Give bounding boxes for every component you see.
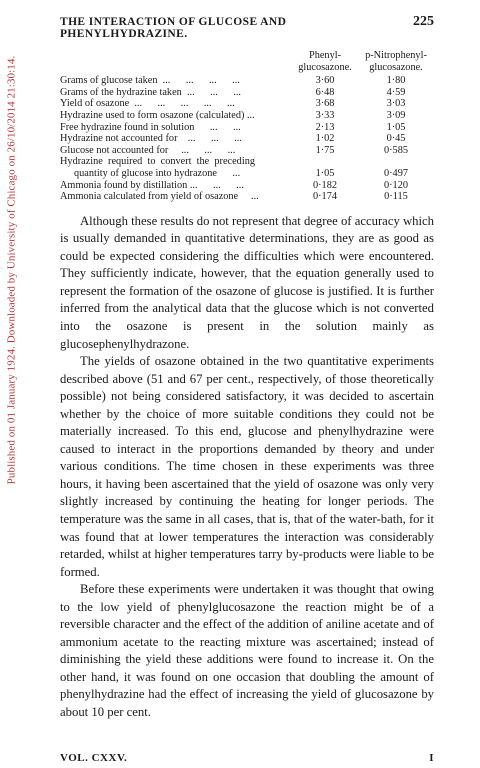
paragraph: Before these experiments were undertaken it was thought that owing to the low yield of phenylglucosazone the reaction might be of a reversible character and the effect of the addition of aniline acetate and of ammonium acetate to the reacting mixture was ascertained; instead of diminishing the yield these additions were found to increase it. On the other hand, it was found on one occasion that doubling the amount of phenylhydrazine had the effect of increasing the yield of glucosazone by about 10 per cent.: [60, 582, 434, 720]
nitrophenylglucosazone-value: 0·115: [384, 191, 408, 203]
phenylglucosazone-value: 3·33: [315, 109, 335, 121]
running-head: [60, 14, 434, 40]
nitrophenylglucosazone-value: 1·80: [386, 75, 406, 87]
phenylglucosazone-value: 1·75: [315, 144, 335, 156]
column-header-line: glucosazone.: [369, 61, 423, 73]
table-row: [60, 145, 434, 157]
table-row: [60, 156, 434, 168]
table-row: [60, 133, 434, 145]
column-header-line: Phenyl-: [308, 50, 342, 61]
table-row: [60, 168, 434, 180]
table-row: [60, 122, 434, 134]
nitrophenylglucosazone-value: 3·09: [386, 109, 406, 121]
row-label: Hydrazine used to form osazone (calculated) ...: [60, 109, 255, 121]
running-title: THE INTERACTION OF GLUCOSE AND PHENYLHYDRAZINE.: [60, 16, 287, 40]
row-label: Ammonia calculated from yield of osazone ...: [60, 191, 259, 203]
column-header-line: glucosazone.: [298, 61, 352, 73]
table-row: [60, 191, 434, 203]
phenylglucosazone-value: 3·68: [315, 98, 335, 110]
phenylglucosazone-value: 1·05: [315, 167, 335, 179]
row-label: Hydrazine required to convert the preceding: [60, 156, 255, 168]
phenylglucosazone-value: 0·182: [312, 179, 338, 191]
table-header-spacer: [60, 50, 292, 73]
nitrophenylglucosazone-value: 0·120: [383, 179, 409, 191]
row-label: Grams of glucose taken ... ... ... ...: [60, 75, 240, 87]
column-header-nitrophenylglucosazone: [358, 50, 434, 73]
table-row: [60, 98, 434, 110]
table-row: [60, 75, 434, 87]
body-text: [60, 213, 434, 722]
column-header-phenylglucosazone: [292, 50, 358, 73]
row-label: Glucose not accounted for ... ... ...: [60, 144, 236, 156]
row-label: Ammonia found by distillation ... ... ...: [60, 179, 244, 191]
nitrophenylglucosazone-value: 0·497: [383, 167, 409, 179]
phenylglucosazone-value: 3·60: [315, 75, 335, 87]
paragraph: The yields of osazone obtained in the two quantitative experiments described above (51 and 67 per cent., respectively, of those theoretically possible) not being considered satisfactory, it was decided to ascertain whether by the choice of more suitable conditions they could not be materially increased. To this end, glucose and phenylhydrazine were caused to interact in the proportions demanded by theory and under various conditions. The time chosen in these experiments was three hours, it having been ascertained that the yield of osazone was only very slightly increased by continuing the heating for longer periods. The temperature was the same in all cases, that is, that of the water-bath, for it was found that at lower temperatures the interaction was considerably retarded, whilst at higher temperatures tarry by-products were liable to be formed.: [60, 354, 434, 579]
row-label: Grams of the hydrazine taken ... ... ...: [60, 86, 242, 98]
phenylglucosazone-value: 1·02: [315, 133, 335, 145]
download-watermark-text: Published on 01 January 1924. Downloaded by University of Chicago on 26/10/2014 21:30:14.: [5, 55, 18, 485]
table-row: [60, 87, 434, 99]
nitrophenylglucosazone-value: 3·03: [386, 98, 406, 110]
page-body: [60, 14, 434, 722]
nitrophenylglucosazone-value: 0·585: [383, 144, 409, 156]
table-header: [60, 50, 434, 73]
row-label: Yield of osazone ... ... ... ... ...: [60, 98, 235, 110]
table-rows: [60, 75, 434, 203]
phenylglucosazone-value: 2·13: [315, 121, 335, 133]
row-label: Hydrazine not accounted for ... ... ...: [60, 133, 242, 145]
nitrophenylglucosazone-value: 1·05: [386, 121, 406, 133]
signature-mark: I: [429, 752, 434, 764]
nitrophenylglucosazone-value: 0·45: [386, 133, 406, 145]
results-table: [60, 50, 434, 203]
phenylglucosazone-value: 0·174: [312, 191, 338, 203]
volume-label: VOL. CXXV.: [60, 752, 128, 764]
page-footer: [60, 752, 434, 764]
page-number: 225: [413, 14, 434, 29]
table-row: [60, 110, 434, 122]
row-label: Free hydrazine found in solution ... ...: [60, 121, 241, 133]
table-row: [60, 180, 434, 192]
download-watermark: [0, 55, 22, 485]
paragraph: Although these results do not represent that degree of accuracy which is usually demanded in quantitative determinations, they are as good as could be expected considering the difficulties which were encountered. They sufficiently indicate, however, that the equation generally used to represent the formation of the osazone of glucose is justified. It is further inferred from the analytical data that the glucose which is not converted into the osazone is present in the solution mainly as glucosephenylhydrazone.: [60, 213, 434, 351]
row-label: quantity of glucose into hydrazone ...: [74, 167, 241, 179]
column-header-line: p-Nitrophenyl-: [365, 50, 427, 61]
phenylglucosazone-value: 6·48: [315, 86, 335, 98]
nitrophenylglucosazone-value: 4·59: [386, 86, 406, 98]
